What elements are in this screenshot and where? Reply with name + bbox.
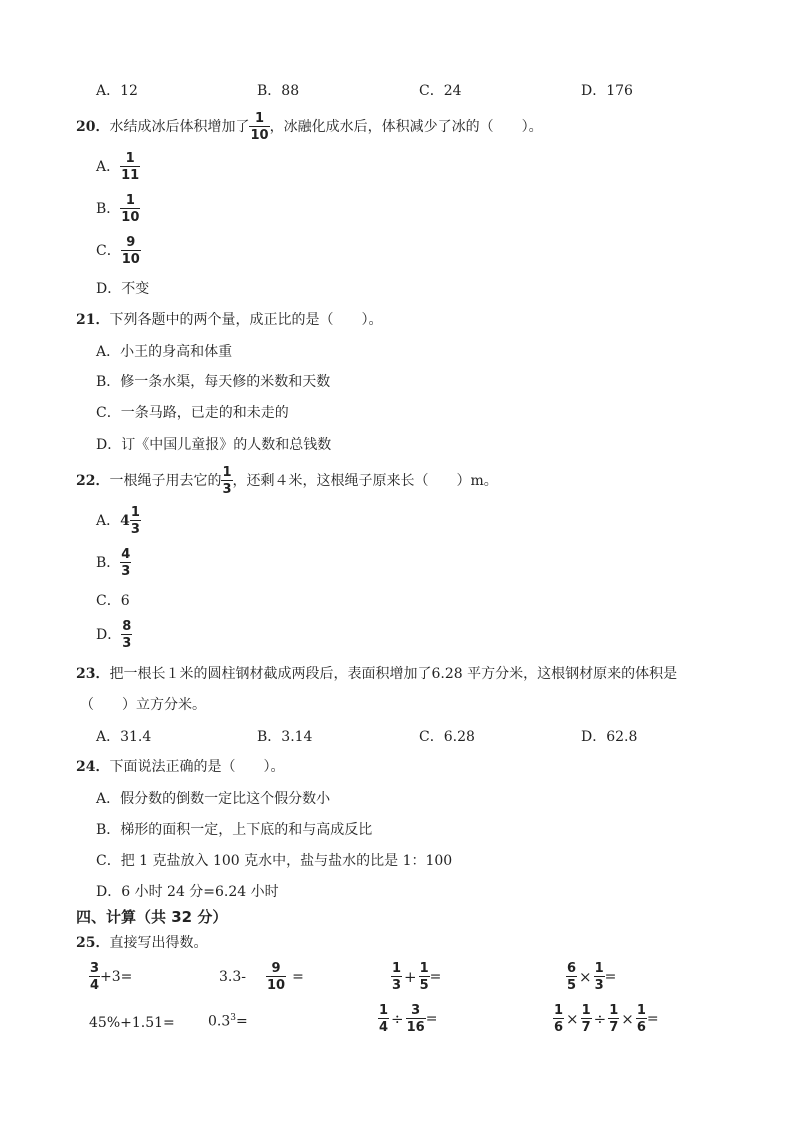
q22-text-before: 一根绳子用去它的 (109, 473, 222, 489)
option-label: D． (96, 627, 122, 643)
q21-option-b: B．修一条水渠，每天修的米数和天数 (96, 374, 331, 390)
exponent: 3 (230, 1013, 236, 1023)
numerator: 1 (255, 111, 265, 126)
calc-expression-6 (208, 1014, 248, 1029)
denominator: 6 (554, 1020, 564, 1035)
q21-option-c: C．一条马路，已走的和未走的 (96, 405, 289, 421)
q22-stem (76, 464, 498, 498)
numerator: 1 (581, 1003, 591, 1018)
calc-expression-8 (553, 1004, 659, 1034)
denominator: 11 (121, 168, 140, 183)
q23-text: 把一根长１米的圆柱钢材截成两段后，表面积增加了6.28 平方分米，这根钢材原来的体积是 (109, 666, 678, 682)
q21-stem (76, 313, 382, 327)
q20-number: 20． (76, 119, 110, 135)
q22-text-after: ，还剩４米，这根绳子原来长（ ）m。 (232, 473, 498, 489)
expr-tail: = (425, 1011, 438, 1027)
numerator: 1 (125, 151, 135, 166)
numerator: 6 (567, 961, 577, 976)
fraction (636, 1004, 647, 1034)
q21-option-d: D．订《中国儿童报》的人数和总钱数 (96, 437, 332, 453)
q24-text: 下面说法正确的是（ ）。 (109, 759, 285, 775)
numerator: 1 (554, 1003, 564, 1018)
calc-expression-5: 45%+1.51= (89, 1015, 175, 1031)
denominator: 5 (419, 978, 429, 993)
operator: + (404, 967, 417, 986)
denominator: 4 (90, 978, 100, 993)
fraction (581, 1004, 592, 1034)
expr-tail: +3= (100, 969, 133, 985)
expr-tail: = (646, 1011, 659, 1027)
q19-option-b: B．88 (257, 83, 300, 99)
base: 0.3 (208, 1013, 231, 1030)
q22-option-c: C．6 (96, 593, 130, 609)
q19-option-d: D．176 (581, 83, 633, 99)
operator: × (579, 967, 592, 986)
option-label: B． (96, 555, 121, 571)
option-fraction (130, 506, 141, 536)
numerator: 4 (121, 547, 131, 562)
option-label: A． (96, 513, 121, 529)
denominator: 10 (121, 252, 140, 267)
q21-number: 21． (76, 312, 110, 328)
q24-option-c: C．把 1 克盐放入 100 克水中，盐与盐水的比是 1：100 (96, 853, 453, 869)
numerator: 1 (125, 193, 135, 208)
fraction (266, 962, 286, 992)
denominator: 3 (130, 522, 140, 537)
q22-fraction (221, 466, 232, 496)
fraction (553, 1004, 564, 1034)
q23-number: 23． (76, 666, 110, 682)
q23-stem-line2: （ ）立方分米。 (80, 697, 206, 713)
fraction (391, 962, 402, 992)
numerator: 3 (90, 961, 100, 976)
numerator: 1 (594, 961, 604, 976)
q23-option-a: A．31.4 (96, 729, 152, 745)
q25-number: 25． (76, 935, 110, 951)
q23-option-b: B．3.14 (257, 729, 313, 745)
denominator: 10 (267, 978, 286, 993)
q24-option-d: D．6 小时 24 分=6.24 小时 (96, 884, 279, 900)
denominator: 7 (581, 1020, 591, 1035)
denominator: 3 (121, 564, 131, 579)
numerator: 3 (411, 1003, 421, 1018)
denominator: 5 (567, 978, 577, 993)
option-label: A． (96, 159, 121, 175)
numerator: 1 (379, 1003, 389, 1018)
q22-option-d (96, 620, 132, 650)
fraction (594, 962, 605, 992)
expr-tail: = (604, 969, 617, 985)
mixed-whole: 4 (120, 513, 130, 529)
option-fraction (121, 236, 141, 266)
fraction (378, 1004, 389, 1034)
denominator: 4 (379, 1020, 389, 1035)
q24-stem (76, 760, 284, 774)
q22-number: 22． (76, 473, 110, 489)
calc-expression-2 (219, 962, 304, 992)
q25-text: 直接写出得数。 (109, 935, 208, 951)
operator: ÷ (391, 1009, 404, 1028)
fraction (406, 1004, 426, 1034)
q20-option-c (96, 236, 141, 266)
numerator: 1 (222, 465, 232, 480)
operator: × (621, 1009, 634, 1028)
q20-stem (76, 110, 543, 144)
expr-tail: = (236, 1013, 248, 1030)
calc-expression-7 (378, 1004, 437, 1034)
q23-stem-line1 (76, 667, 677, 681)
denominator: 3 (122, 636, 132, 651)
denominator: 10 (121, 210, 140, 225)
numerator: 1 (392, 961, 402, 976)
q20-option-b (96, 194, 140, 224)
q24-number: 24． (76, 759, 110, 775)
numerator: 1 (609, 1003, 619, 1018)
section-heading: 四、计算（共 32 分） (76, 908, 228, 926)
expr-tail: = (292, 969, 304, 985)
calc-expression-1 (89, 962, 132, 992)
q20-option-a (96, 152, 140, 182)
q22-option-a (96, 506, 141, 536)
denominator: 3 (594, 978, 604, 993)
q20-text-before: 水结成冰后体积增加了 (109, 119, 250, 135)
option-label: B． (96, 201, 121, 217)
numerator: 1 (636, 1003, 646, 1018)
numerator: 1 (130, 505, 140, 520)
option-fraction (120, 194, 140, 224)
q24-option-b: B．梯形的面积一定，上下底的和与高成反比 (96, 822, 373, 838)
denominator: 3 (222, 482, 232, 497)
numerator: 1 (419, 961, 429, 976)
q19-option-c: C．24 (419, 83, 462, 99)
denominator: 7 (609, 1020, 619, 1035)
q21-text: 下列各题中的两个量，成正比的是（ ）。 (109, 312, 383, 328)
numerator: 9 (126, 235, 136, 250)
option-fraction (120, 152, 140, 182)
denominator: 10 (250, 128, 269, 143)
q24-option-a: A．假分数的倒数一定比这个假分数小 (96, 791, 331, 807)
q20-fraction (249, 112, 269, 142)
calc-expression-4 (566, 962, 616, 992)
expr-tail: = (429, 969, 442, 985)
q22-option-b (96, 548, 131, 578)
numerator: 8 (122, 619, 132, 634)
calc-expression-3 (391, 962, 441, 992)
fraction (566, 962, 577, 992)
fraction (89, 962, 100, 992)
denominator: 6 (636, 1020, 646, 1035)
option-fraction (121, 620, 132, 650)
q21-option-a: A．小王的身高和体重 (96, 344, 233, 360)
numerator: 9 (271, 961, 281, 976)
q25-stem (76, 936, 207, 950)
q23-option-d: D．62.8 (581, 729, 638, 745)
q23-option-c: C．6.28 (419, 729, 475, 745)
fraction (608, 1004, 619, 1034)
expr-head: 3.3- (219, 969, 246, 985)
q19-option-a: A．12 (96, 83, 138, 99)
denominator: 3 (392, 978, 402, 993)
option-label: C． (96, 243, 121, 259)
fraction (419, 962, 430, 992)
operator: × (566, 1009, 579, 1028)
operator: ÷ (593, 1009, 607, 1028)
q20-option-d: D．不变 (96, 281, 150, 297)
q20-text-after: ，冰融化成水后，体积减少了冰的（ ）。 (269, 119, 543, 135)
option-fraction (120, 548, 131, 578)
denominator: 16 (406, 1020, 425, 1035)
